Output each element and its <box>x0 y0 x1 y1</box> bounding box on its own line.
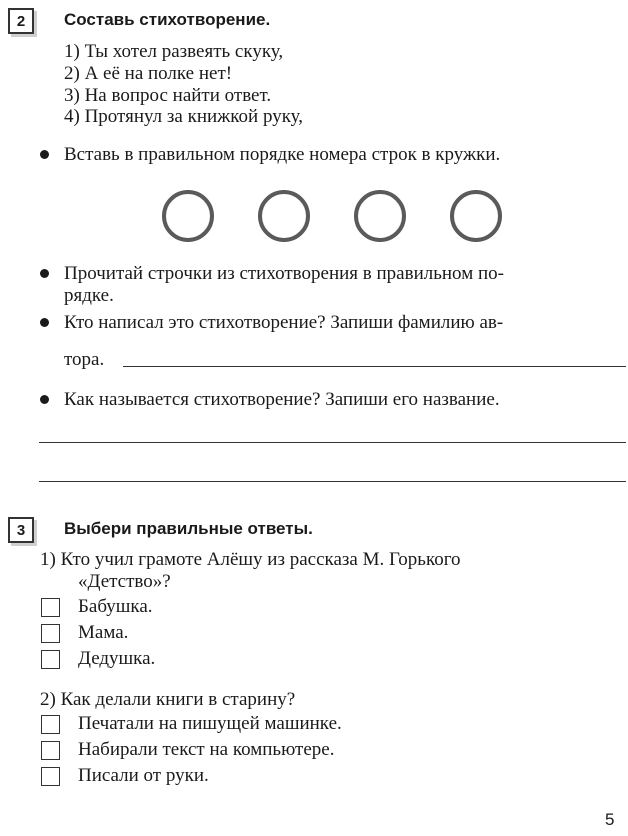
answer-circle-4[interactable] <box>450 190 502 242</box>
question-2-text: 2) Как делали книги в старину? <box>40 689 296 710</box>
bullet-4-text: Как называется стихотворение? Запиши его название. <box>64 389 500 410</box>
checkbox-q2-option-2[interactable] <box>41 741 60 760</box>
task-3-number: 3 <box>8 517 34 543</box>
bullet-3-line-1: Кто написал это стихотворение? Запиши фамилию ав- <box>64 312 504 333</box>
checkbox-q2-option-3[interactable] <box>41 767 60 786</box>
title-answer-line-2[interactable] <box>39 481 626 482</box>
q1-option-2-label: Мама. <box>78 622 129 643</box>
bullet-3-line-2: тора. <box>64 349 105 370</box>
bullet-icon <box>40 395 49 404</box>
checkbox-q2-option-1[interactable] <box>41 715 60 734</box>
poem-line-3: 3) На вопрос найти ответ. <box>64 85 272 106</box>
answer-circle-2[interactable] <box>258 190 310 242</box>
checkbox-q1-option-3[interactable] <box>41 650 60 669</box>
bullet-icon <box>40 269 49 278</box>
bullet-2-line-2: рядке. <box>64 285 114 306</box>
poem-line-4: 4) Протянул за книжкой руку, <box>64 106 304 127</box>
poem-line-2: 2) А её на полке нет! <box>64 63 233 84</box>
bullet-icon <box>40 150 49 159</box>
q2-option-1-label: Печатали на пишущей машинке. <box>78 713 342 734</box>
title-answer-line-1[interactable] <box>39 442 626 443</box>
q1-option-1-label: Бабушка. <box>78 596 153 617</box>
checkbox-q1-option-1[interactable] <box>41 598 60 617</box>
q1-option-3-label: Дедушка. <box>78 648 156 669</box>
bullet-2-line-1: Прочитай строчки из стихотворения в правильном по- <box>64 263 504 284</box>
poem-line-1: 1) Ты хотел развеять скуку, <box>64 41 284 62</box>
q2-option-3-label: Писали от руки. <box>78 765 209 786</box>
task-3-title: Выбери правильные ответы. <box>64 519 313 538</box>
bullet-1-text: Вставь в правильном порядке номера строк в кружки. <box>64 144 501 165</box>
task-2-title: Составь стихотворение. <box>64 10 271 29</box>
question-1-line-2: «Детство»? <box>78 571 171 592</box>
checkbox-q1-option-2[interactable] <box>41 624 60 643</box>
author-answer-line[interactable] <box>123 366 626 367</box>
question-1-line-1: 1) Кто учил грамоте Алёшу из рассказа М. Горького <box>40 549 461 570</box>
q2-option-2-label: Набирали текст на компьютере. <box>78 739 335 760</box>
answer-circle-1[interactable] <box>162 190 214 242</box>
answer-circle-3[interactable] <box>354 190 406 242</box>
page-number: 5 <box>605 810 615 829</box>
bullet-icon <box>40 318 49 327</box>
task-2-number: 2 <box>8 8 34 34</box>
